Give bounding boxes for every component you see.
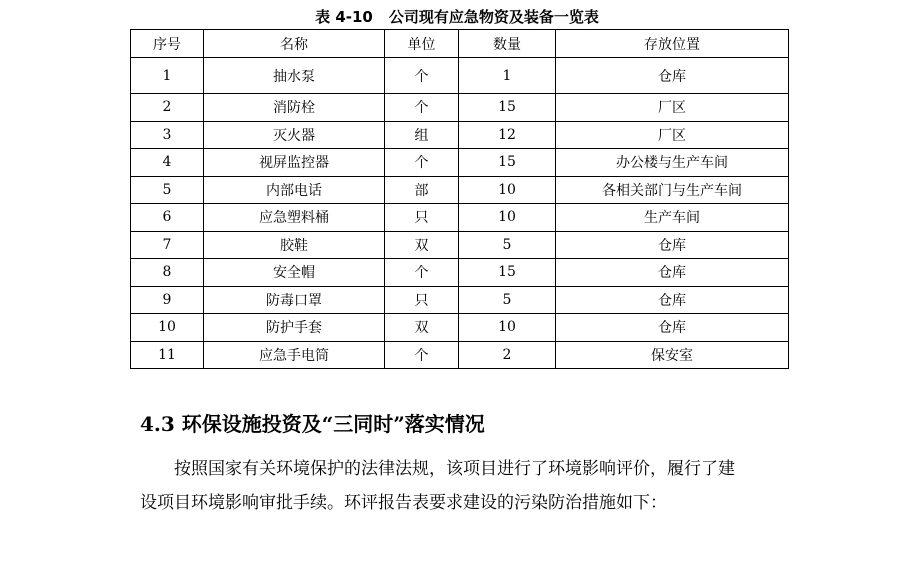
- cell-name: 视屏监控器: [204, 149, 385, 177]
- cell-name: 应急塑料桶: [204, 204, 385, 232]
- table-row: [131, 94, 789, 122]
- cell-unit: 组: [385, 121, 459, 149]
- cell-unit: 只: [385, 204, 459, 232]
- cell-location: 厂区: [556, 94, 789, 122]
- cell-index: 1: [131, 58, 204, 94]
- cell-name: 防毒口罩: [204, 286, 385, 314]
- cell-location: 办公楼与生产车间: [556, 149, 789, 177]
- cell-index: 5: [131, 176, 204, 204]
- cell-location: 各相关部门与生产车间: [556, 176, 789, 204]
- cell-index: 2: [131, 94, 204, 122]
- table-row: [131, 121, 789, 149]
- table-row: [131, 259, 789, 287]
- header-cell-index: 序号: [131, 30, 204, 58]
- cell-unit: 双: [385, 314, 459, 342]
- cell-index: 3: [131, 121, 204, 149]
- cell-location: 仓库: [556, 58, 789, 94]
- cell-unit: 双: [385, 231, 459, 259]
- table-row: [131, 341, 789, 369]
- cell-unit: 个: [385, 149, 459, 177]
- cell-index: 7: [131, 231, 204, 259]
- table-row: [131, 204, 789, 232]
- cell-location: 厂区: [556, 121, 789, 149]
- cell-unit: 个: [385, 58, 459, 94]
- cell-location: 仓库: [556, 286, 789, 314]
- cell-name: 应急手电筒: [204, 341, 385, 369]
- cell-unit: 个: [385, 94, 459, 122]
- header-cell-quantity: 数量: [459, 30, 556, 58]
- table-caption-label: 表 4-10: [315, 8, 373, 26]
- cell-name: 消防栓: [204, 94, 385, 122]
- cell-location: 生产车间: [556, 204, 789, 232]
- cell-location: 保安室: [556, 341, 789, 369]
- table-row: [131, 231, 789, 259]
- section-heading: 4.3 环保设施投资及“三同时”落实情况: [140, 412, 485, 436]
- cell-name: 内部电话: [204, 176, 385, 204]
- cell-quantity: 15: [459, 259, 556, 287]
- cell-quantity: 15: [459, 149, 556, 177]
- table-row: [131, 314, 789, 342]
- cell-unit: 个: [385, 341, 459, 369]
- cell-index: 4: [131, 149, 204, 177]
- cell-name: 胶鞋: [204, 231, 385, 259]
- header-cell-location: 存放位置: [556, 30, 789, 58]
- table-caption: [0, 6, 914, 27]
- body-paragraph: [140, 452, 790, 520]
- cell-unit: 部: [385, 176, 459, 204]
- cell-quantity: 2: [459, 341, 556, 369]
- header-cell-unit: 单位: [385, 30, 459, 58]
- cell-name: 安全帽: [204, 259, 385, 287]
- cell-quantity: 12: [459, 121, 556, 149]
- cell-index: 8: [131, 259, 204, 287]
- cell-location: 仓库: [556, 259, 789, 287]
- table-row: [131, 286, 789, 314]
- cell-name: 灭火器: [204, 121, 385, 149]
- cell-index: 9: [131, 286, 204, 314]
- paragraph-line-1: 按照国家有关环境保护的法律法规，该项目进行了环境影响评价，履行了建: [174, 459, 735, 479]
- table-row: [131, 149, 789, 177]
- cell-index: 6: [131, 204, 204, 232]
- cell-index: 10: [131, 314, 204, 342]
- header-cell-name: 名称: [204, 30, 385, 58]
- cell-index: 11: [131, 341, 204, 369]
- cell-quantity: 10: [459, 314, 556, 342]
- table-caption-title: 公司现有应急物资及装备一览表: [388, 8, 599, 26]
- cell-quantity: 10: [459, 204, 556, 232]
- cell-quantity: 5: [459, 231, 556, 259]
- cell-unit: 个: [385, 259, 459, 287]
- cell-quantity: 15: [459, 94, 556, 122]
- cell-name: 抽水泵: [204, 58, 385, 94]
- table-row: [131, 58, 789, 94]
- cell-unit: 只: [385, 286, 459, 314]
- cell-quantity: 1: [459, 58, 556, 94]
- emergency-supplies-table: [130, 29, 789, 369]
- table-header-row: [131, 30, 789, 58]
- paragraph-line-2: 设项目环境影响审批手续。环评报告表要求建设的污染防治措施如下：: [140, 493, 667, 513]
- table-row: [131, 176, 789, 204]
- cell-location: 仓库: [556, 231, 789, 259]
- cell-location: 仓库: [556, 314, 789, 342]
- cell-quantity: 5: [459, 286, 556, 314]
- cell-name: 防护手套: [204, 314, 385, 342]
- cell-quantity: 10: [459, 176, 556, 204]
